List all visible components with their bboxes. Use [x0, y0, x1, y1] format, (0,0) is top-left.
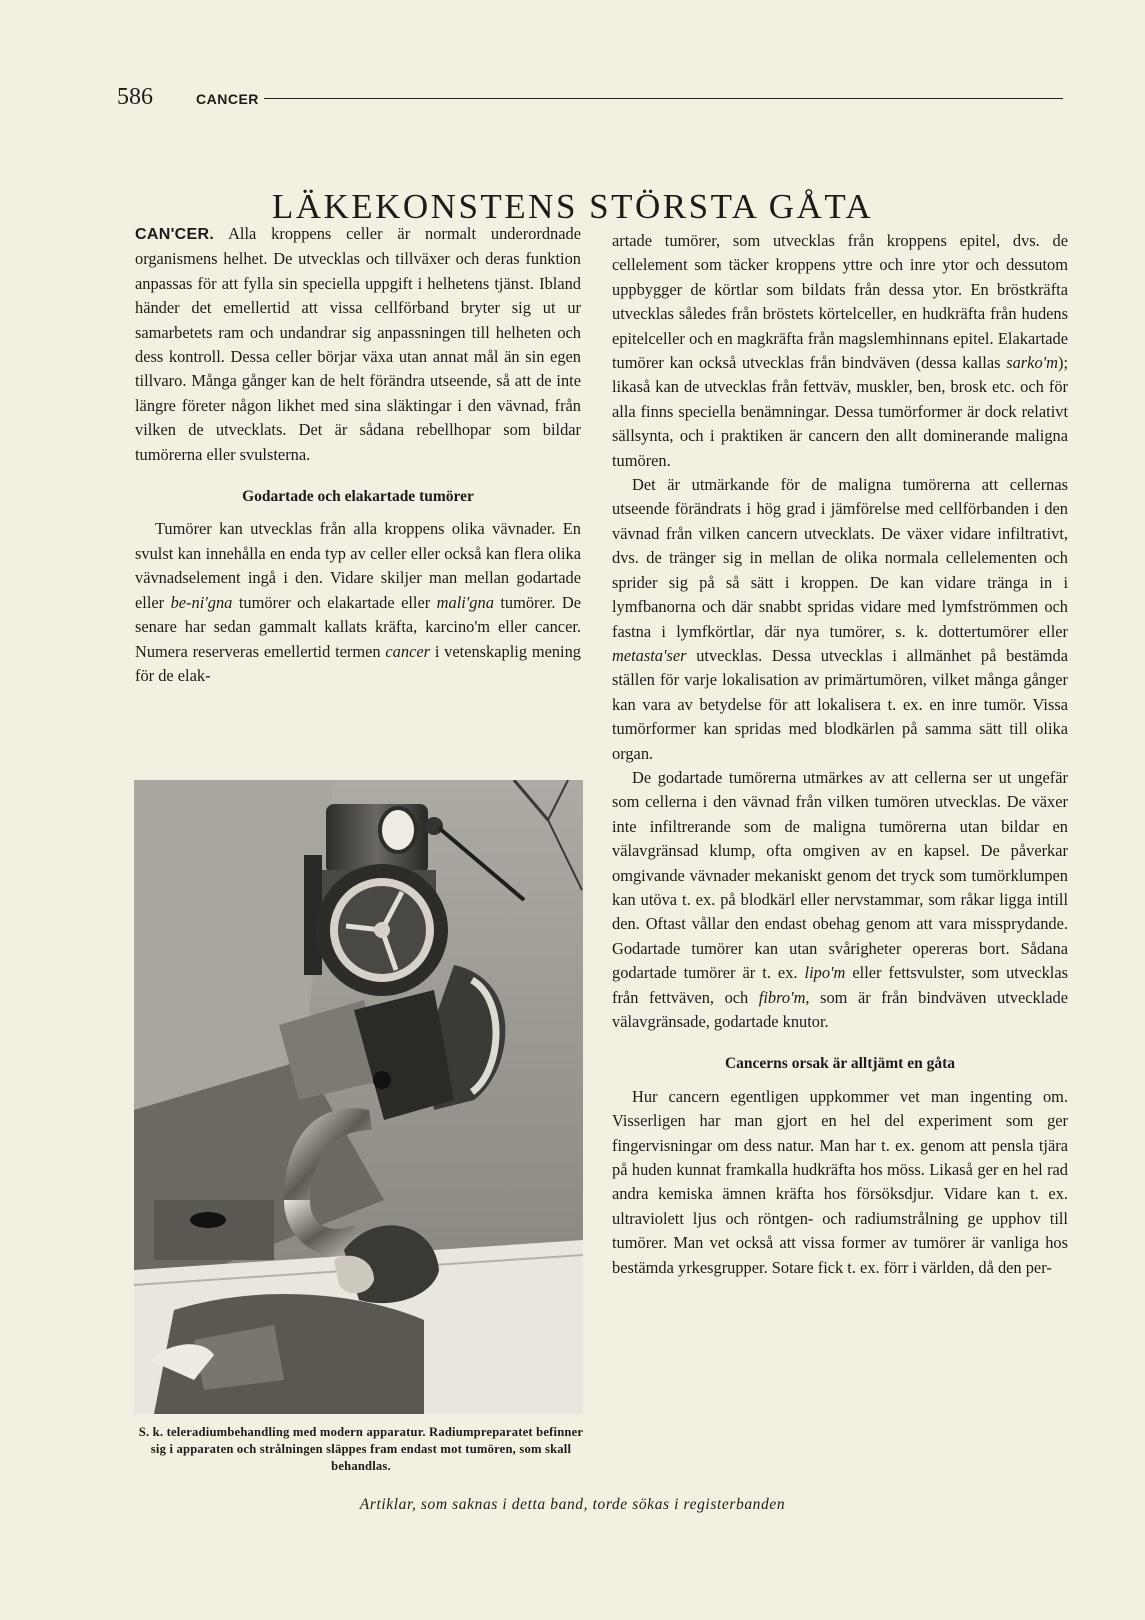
- term-benign: be-ni'gna: [170, 592, 233, 612]
- term-lipoma: lipo'm: [804, 963, 846, 983]
- right-column: [612, 229, 1068, 1280]
- paragraph-benign: [612, 766, 1068, 1034]
- text-run: De godartade tumörerna utmärkes av att cellerna ser ut ungefär som cellerna i den vävnad från vilken tumören utvecklas. De växer inte infiltrerande som de maligna tumörerna utan bildar en välavgränsad klump, ofta omgiven av en kapsel. De påverkar omgivande vävnader mekaniskt genom det tryck som tumörklumpen kan utöva t. ex. på blodkärl eller nervstammar, som råkar ligga intill den. Oftast vållar den endast obehag genom att vara missprydande. Godartade tumörer kan utan svårigheter opereras bort. Sådana godartade tumörer är t. ex.: [612, 767, 1068, 983]
- term-fibroma: fibro'm,: [758, 987, 810, 1007]
- paragraph-carcinoma: [612, 229, 1068, 473]
- text-run: utvecklas. Dessa utvecklas i allmänhet på bestämda ställen för varje lokalisation av primärtumören, vilket många gånger kan vara av betydelse för att lokalisera t. ex. en inre tumör. Vissa tumörformer kan spridas med blodkärlen på samma sätt till olika organ.: [612, 645, 1068, 763]
- section-label: CANCER: [196, 91, 259, 107]
- article-title: LÄKEKONSTENS STÖRSTA GÅTA: [271, 187, 874, 227]
- text-run: tumörer. De senare har sedan gammalt kallats kräfta, karcino'm eller cancer. Numera reserveras emellertid termen: [135, 592, 581, 661]
- text-run: som är från bindväven utvecklade välavgränsade, godartade knutor.: [612, 987, 1068, 1031]
- intro-text: Alla kroppens celler är normalt underordnade organismens helhet. De utvecklas och tillväxer och deras funktion anpassas för att fylla sin speciella uppgift i helhetens tjänst. Ibland händer det emellertid att vissa cellförband bryter sig ut ur samarbetets ram och undandrar sig anpassningen till helheten och dess kontroll. Dessa celler börjar växa utan annat mål än sin egen tillvaro. Många gånger kan de helt förändra utseende, så att de inte längre företer någon likhet med sina släktingar i den vävnad, från vilken de utvecklats. Det är sådana rebellhopar som bildar tumörerna eller svulsterna.: [135, 224, 581, 464]
- term-malign: mali'gna: [436, 592, 494, 612]
- left-column: [135, 222, 581, 688]
- treatment-photo: [134, 780, 583, 1414]
- subheading-tumor-types: Godartade och elakartade tumörer: [242, 488, 474, 506]
- header-rule: [264, 98, 1063, 99]
- paragraph-tumor-types: [135, 517, 581, 688]
- page-number: 586: [117, 84, 153, 110]
- teleradium-apparatus-illustration: [134, 780, 583, 1414]
- text-run: eller fettsvulster, som utvecklas från fettväven, och: [612, 963, 1069, 1007]
- text-run: artade tumörer, som utvecklas från kroppens epitel, dvs. de cellelement som täcker kroppens yttre och inre ytor och dessutom uppbygger de körtlar som bildats från dessa ytor. En bröstkräfta utvecklas således från bröstets körtelceller, en hudkräfta från hudens epitelceller och en magkräfta från magslemhinnans epitel. Elakartade tumörer kan också utvecklas från bindväven (dessa kallas: [612, 231, 1068, 373]
- text-run: Tumörer kan utvecklas från alla kroppens olika vävnader. En svulst kan innehålla en enda typ av celler eller också kan flera olika vävnadselement ingå i den. Vidare skiljer man mellan godartade eller: [135, 519, 581, 612]
- text-run: ); likaså kan de utvecklas från fettväv, muskler, ben, brosk etc. och för alla finns speciella benämningar. Dessa tumörformer är dock relativt sällsynta, och i praktiken är cancern den allt dominerande maligna tumören.: [612, 353, 1068, 470]
- photo-caption: S. k. teleradiumbehandling med modern apparatur. Radiumpreparatet befinner sig i apparaten och strålningen släppes fram endast mot tumören, som skall behandlas.: [138, 1425, 584, 1473]
- paragraph-cause: Hur cancern egentligen uppkommer vet man ingenting om. Visserligen har man gjort en hel del experiment som ger fingervisningar om dess natur. Man har t. ex. genom att pensla tjära på huden kunnat framkalla hudkräfta hos möss. Likaså ger en hel rad andra kemiska ämnen kräfta hos försöksdjur. Vidare kan t. ex. ultraviolett ljus och röntgen- och radiumstrålning ge upphov till tumörer. Man vet också att vissa former av tumörer är vanliga hos bestämda yrkesgrupper. Sotare fick t. ex. förr i världen, då den per-: [612, 1086, 1068, 1277]
- text-run: tumörer och elakartade eller: [232, 592, 437, 612]
- term-cancer: cancer: [385, 641, 431, 661]
- entry-headword: CAN'CER.: [135, 226, 215, 243]
- paragraph-malignant: [612, 473, 1068, 766]
- term-metastasis: metasta'ser: [612, 645, 687, 665]
- text-run: Det är utmärkande för de maligna tumörerna att cellernas utseende förändrats i hög grad i jämförelse med cellförbanden i den vävnad från vilken cancern utvecklats. De växer vidare infiltrativt, dvs. de tränger sig in mellan de olika normala cellelementen och sprider sig på så sätt i kroppen. De kan vidare tränga in i lymfbanorna och där snabbt spridas vidare med lymfströmmen och fastna i lymfkörtlar, där nya tumörer, s. k. dottertumörer eller: [612, 475, 1068, 641]
- footer-note: Artiklar, som saknas i detta band, torde sökas i registerbanden: [359, 1496, 786, 1513]
- intro-paragraph: [135, 222, 581, 467]
- running-header: [117, 82, 1063, 112]
- term-sarcoma: sarko'm: [1006, 353, 1058, 373]
- subheading-cause: Cancerns orsak är alltjämt en gåta: [724, 1055, 956, 1073]
- text-run: i vetenskaplig mening för de elak-: [135, 641, 581, 685]
